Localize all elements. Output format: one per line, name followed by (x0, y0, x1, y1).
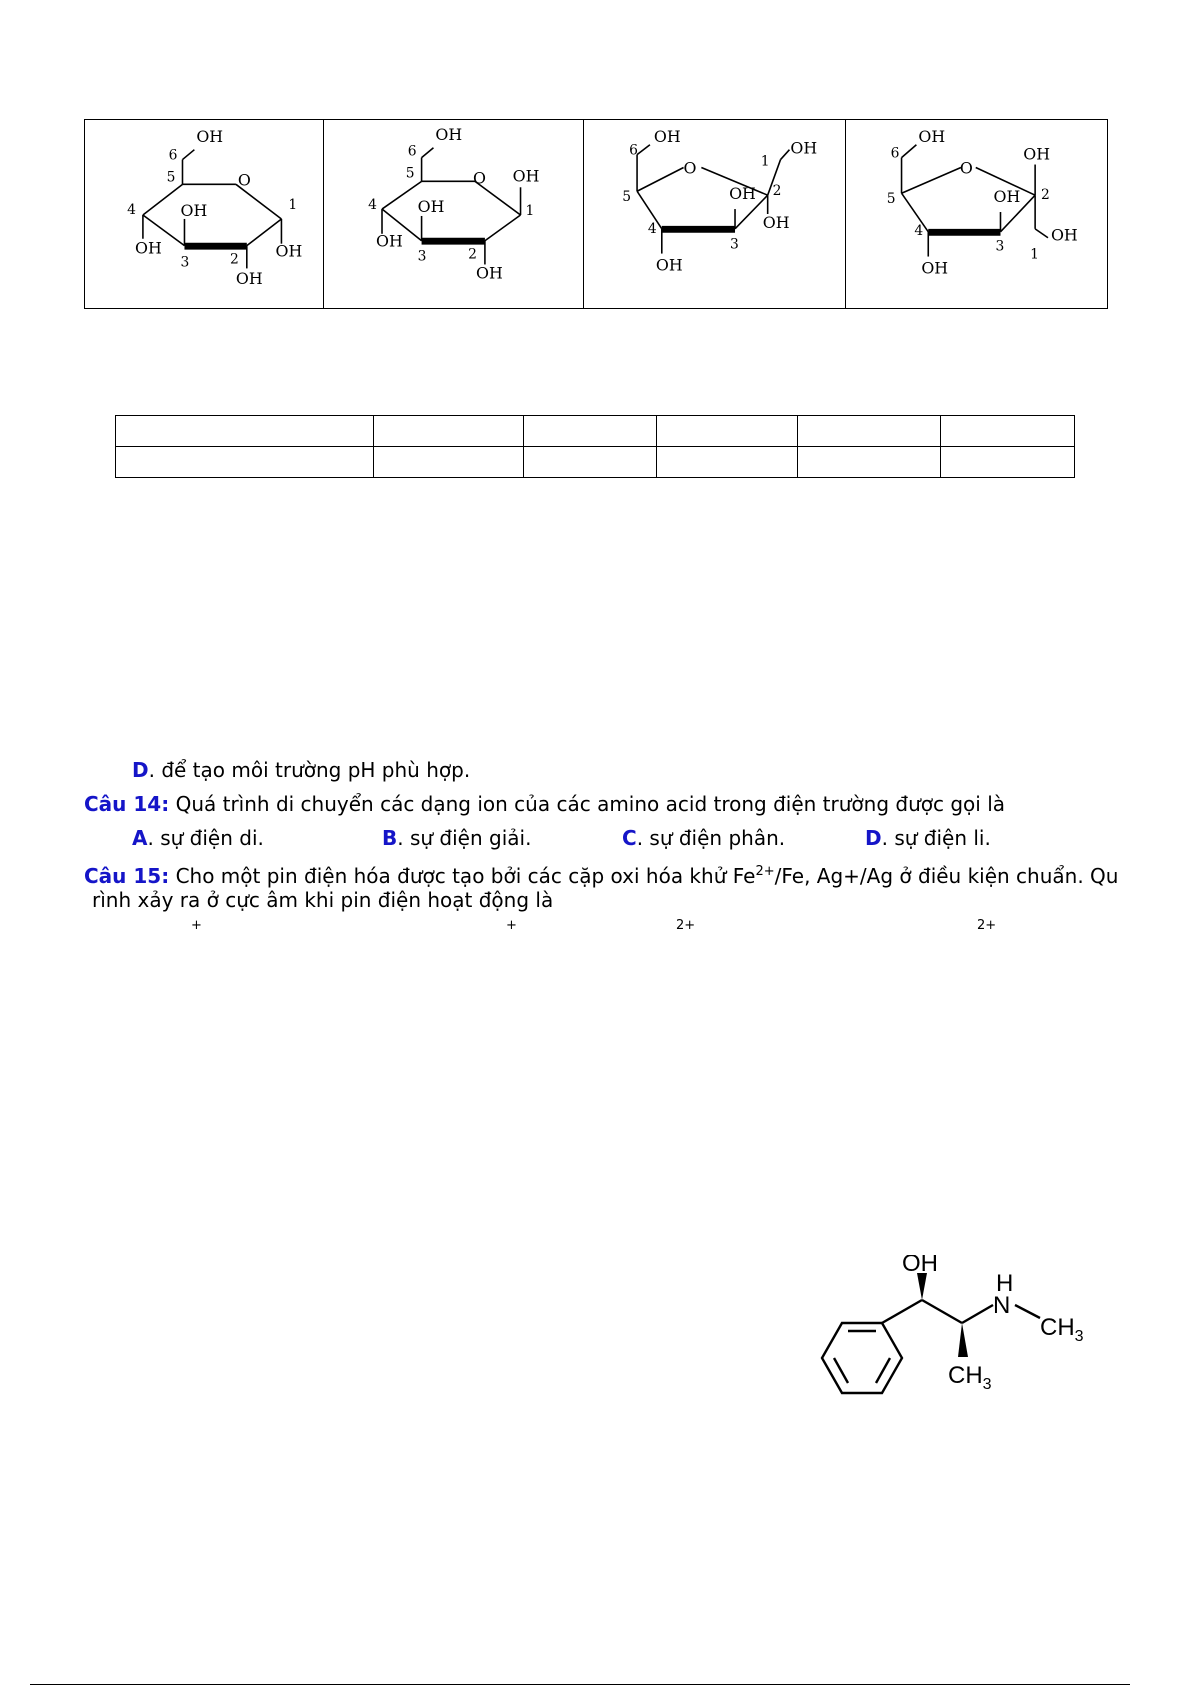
table-cell (523, 447, 657, 478)
fragment-plus-2: + (506, 918, 517, 933)
molecule-ch3-right (1040, 1314, 1084, 1345)
option-d-text: . sự điện li. (881, 826, 991, 850)
fru-a-o2up: OH (729, 184, 756, 204)
a-glc-n6: 6 (168, 147, 178, 164)
b-glc-n6: 6 (407, 143, 417, 160)
q15-stem (84, 860, 1118, 888)
ephedrine-structure (790, 1255, 1110, 1425)
table-cell (941, 447, 1075, 478)
table-cell (797, 416, 941, 447)
ch3-bottom-ch: CH (948, 1362, 983, 1389)
q13-option-d (132, 758, 470, 782)
fru-b-o4: OH (920, 258, 948, 278)
ch3-right-ch: CH (1040, 1314, 1075, 1341)
b-glc-n1: 1 (525, 202, 534, 219)
q14-option-c (622, 826, 785, 850)
molecule-h: H (996, 1270, 1014, 1297)
fe-charge-sup: 2+ (755, 864, 775, 879)
fru-a-o6: OH (653, 126, 681, 146)
fru-b-n6: 6 (890, 145, 899, 162)
fragment-2plus-1: 2+ (676, 918, 696, 933)
table-cell (657, 447, 798, 478)
b-glc-o4: OH (375, 231, 403, 251)
structure-cell-1 (85, 120, 324, 308)
b-glc-n4: 4 (367, 197, 377, 214)
table-cell (374, 447, 524, 478)
fru-b-o2: OH (1022, 144, 1050, 164)
option-d-text: . để tạo môi trường pH phù hợp. (148, 758, 471, 782)
a-glc-n5: 5 (166, 169, 176, 186)
fru-b-o3: OH (993, 187, 1020, 207)
fru-b-n2: 2 (1040, 187, 1050, 204)
option-c-label: C (622, 826, 637, 850)
option-d-label: D (865, 826, 882, 850)
molecule-n: N (993, 1292, 1011, 1319)
a-glc-n2: 2 (229, 251, 239, 268)
molecule-ch3-bottom (948, 1362, 992, 1393)
fructofuranose-structure-a (584, 120, 844, 308)
a-glc-n4: 4 (127, 202, 136, 218)
q14-stem (84, 792, 1005, 816)
fru-a-o2down: OH (762, 212, 790, 232)
table-cell (116, 447, 374, 478)
b-glc-n2: 2 (467, 246, 477, 263)
fragment-plus-1: + (191, 918, 202, 933)
molecule-oh: OH (902, 1255, 938, 1277)
fru-a-o1: OH (790, 138, 818, 158)
table-cell (657, 416, 798, 447)
fragment-2plus-2: 2+ (977, 918, 997, 933)
fructofuranose-structure-b (846, 120, 1107, 308)
a-glc-o2: OH (235, 269, 263, 289)
fru-b-n1: 1 (1029, 246, 1039, 263)
fru-b-n3: 3 (995, 238, 1004, 255)
b-glc-n5: 5 (405, 165, 415, 182)
question-14-text: Quá trình di chuyển các dạng ion của các amino acid trong điện trường được gọi là (169, 792, 1005, 816)
a-glc-ring-o: O (237, 170, 251, 190)
a-glc-o1: OH (275, 241, 303, 261)
structure-table (84, 119, 1108, 309)
question-14-label: Câu 14: (84, 792, 170, 816)
a-glc-o3: OH (180, 200, 208, 220)
structure-cell-4 (846, 120, 1107, 308)
table-row (116, 416, 1075, 447)
beta-glucopyranose-structure (324, 120, 583, 308)
table-cell (374, 416, 524, 447)
empty-data-table (115, 415, 1075, 478)
q15-stem-line-2 (92, 888, 553, 912)
b-glc-o6: OH (434, 124, 462, 144)
b-glc-o3: OH (417, 197, 444, 217)
option-a-label: A (132, 826, 148, 850)
question-15-text-1: Cho một pin điện hóa được tạo bởi các cặp oxi hóa khử Fe (169, 864, 756, 888)
fru-b-n5: 5 (886, 191, 896, 208)
a-glc-n1: 1 (288, 197, 298, 214)
fru-a-n4: 4 (647, 220, 657, 237)
fru-a-n2: 2 (772, 183, 782, 200)
fru-a-n6: 6 (629, 142, 638, 159)
option-b-label: B (382, 826, 398, 850)
fru-b-o6: OH (917, 126, 945, 146)
table-cell (941, 416, 1075, 447)
fru-b-n4: 4 (913, 222, 923, 239)
table-cell (523, 416, 657, 447)
b-glc-o1: OH (512, 166, 539, 186)
b-glc-ring-o: O (472, 168, 486, 188)
a-glc-n3: 3 (180, 254, 190, 271)
a-glc-o6: OH (196, 126, 224, 146)
fru-a-ring-o: O (683, 158, 697, 178)
fru-b-o1: OH (1050, 225, 1078, 245)
fru-a-o4: OH (655, 255, 683, 275)
option-d-label: D (132, 758, 149, 782)
option-a-text: . sự điện di. (147, 826, 264, 850)
b-glc-n3: 3 (417, 248, 426, 265)
q14-option-d (865, 826, 991, 850)
table-cell (116, 416, 374, 447)
fru-a-n1: 1 (760, 153, 770, 170)
table-row (116, 447, 1075, 478)
fru-a-n5: 5 (622, 189, 632, 206)
structure-cell-3 (584, 120, 845, 308)
structure-cell-2 (324, 120, 584, 308)
q14-option-b (382, 826, 531, 850)
q14-option-a (132, 826, 264, 850)
fru-a-n3: 3 (730, 236, 739, 253)
ch3-bottom-sub: 3 (982, 1376, 992, 1393)
question-15-line-2: rình xảy ra ở cực âm khi pin điện hoạt động là (92, 888, 554, 912)
option-c-text: . sự điện phân. (636, 826, 786, 850)
option-b-text: . sự điện giải. (397, 826, 532, 850)
ch3-right-sub: 3 (1074, 1328, 1084, 1345)
question-15-label: Câu 15: (84, 864, 170, 888)
fru-b-ring-o: O (959, 158, 973, 178)
table-cell (797, 447, 941, 478)
a-glc-o4: OH (134, 238, 162, 258)
b-glc-o2: OH (475, 263, 503, 283)
alpha-glucopyranose-structure (85, 120, 323, 308)
question-15-text-2: /Fe, Ag+/Ag ở điều kiện chuẩn. Qu (774, 864, 1119, 888)
